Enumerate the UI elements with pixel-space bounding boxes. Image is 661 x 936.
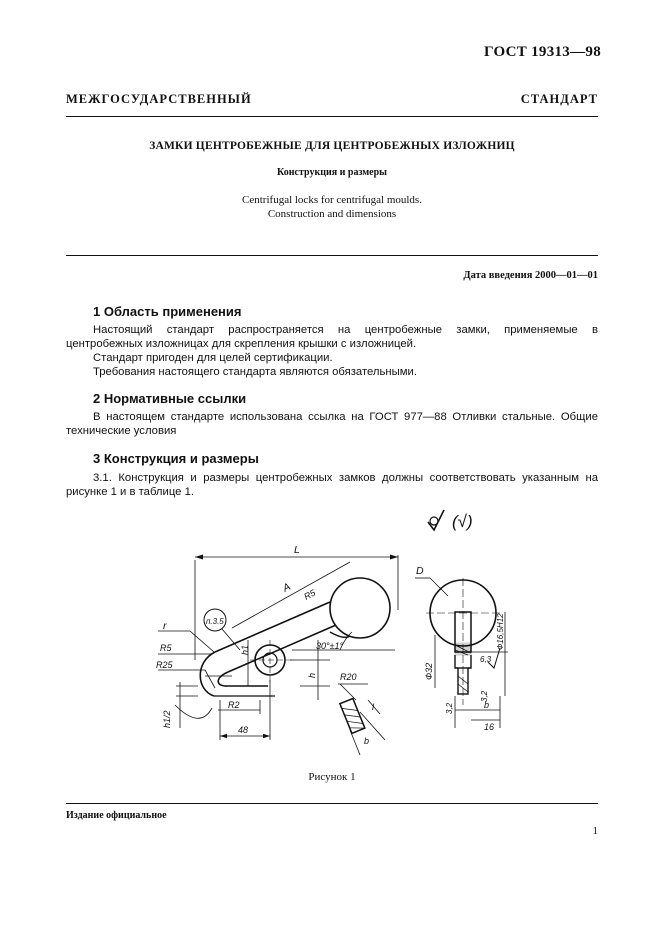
label-R2: R2 [228, 700, 240, 710]
label-b-right: b [484, 700, 490, 710]
figure-caption: Рисунок 1 [308, 771, 356, 783]
label-diam-32: Ф32 [424, 662, 434, 680]
top-rule [66, 116, 598, 117]
english-title-line-1: Centrifugal locks for centrifugal moulds. [242, 194, 422, 206]
label-angle: 30°±1° [316, 641, 344, 651]
label-R20: R20 [340, 672, 357, 682]
label-roughness-6-3: 6,3 [480, 655, 492, 664]
label-A: A [280, 580, 293, 595]
page-number: 1 [592, 825, 598, 837]
section-3-paragraph-1: 3.1. Конструкция и размеры центробежных замков должны соответствовать указанным на рисунке 1 и в таблице 1. [66, 472, 598, 498]
label-48: 48 [238, 725, 249, 735]
label-b: b [364, 736, 370, 746]
interstate-standard-label: МЕЖГОСУДАРСТВЕННЫЙ СТАНДАРТ [66, 92, 598, 106]
section-2-heading: 2 Нормативные ссылки [93, 391, 247, 406]
label-3-2-right: 3,2 [480, 690, 489, 702]
label-note: п.3.5 [206, 617, 224, 626]
section-1-paragraph-3: Требования настоящего стандарта являются обязательными. [93, 366, 417, 378]
label-l: l [372, 702, 374, 712]
label-D: D [416, 565, 424, 577]
section-1-paragraph-2: Стандарт пригоден для целей сертификации. [93, 352, 333, 364]
label-diam-16-5: Ф16,5H12 [496, 613, 505, 650]
standard-number: ГОСТ 19313—98 [483, 44, 601, 60]
figure-1-drawing [0, 500, 661, 768]
document-subtitle: Конструкция и размеры [277, 167, 387, 178]
section-3-heading: 3 Конструкция и размеры [93, 451, 259, 466]
introduction-date: Дата введения 2000—01—01 [463, 270, 598, 281]
footer-rule [66, 803, 598, 804]
label-R25: R25 [156, 660, 173, 670]
label-h1: h1 [240, 644, 250, 655]
title-rule [66, 255, 598, 256]
label-16: 16 [484, 722, 495, 732]
english-title [66, 193, 598, 221]
document-title: ЗАМКИ ЦЕНТРОБЕЖНЫЕ ДЛЯ ЦЕНТРОБЕЖНЫХ ИЗЛОЖНИЦ [149, 140, 515, 152]
section-1-paragraph-1: Настоящий стандарт распространяется на центробежные замки, применяемые в центробежных изложницах для скрепления крышки с изложницей. [66, 324, 598, 350]
label-r: r [163, 620, 167, 632]
section-1-heading: 1 Область применения [93, 304, 242, 319]
roughness-parenthesis: (√) [452, 512, 473, 531]
label-3-2-left: 3,2 [445, 702, 454, 714]
label-R5: R5 [160, 643, 172, 653]
label-h: h [307, 672, 317, 678]
label-R5-top: R5 [302, 587, 318, 602]
section-2-paragraph-1: В настоящем стандарте использована ссылка на ГОСТ 977—88 Отливки стальные. Общие технические условия [66, 411, 598, 437]
label-L: L [294, 544, 300, 556]
official-edition-label: Издание официальное [66, 810, 167, 821]
english-title-line-2: Construction and dimensions [267, 208, 397, 220]
label-h1-half: h1/2 [162, 710, 172, 728]
roughness-symbol [428, 510, 444, 530]
